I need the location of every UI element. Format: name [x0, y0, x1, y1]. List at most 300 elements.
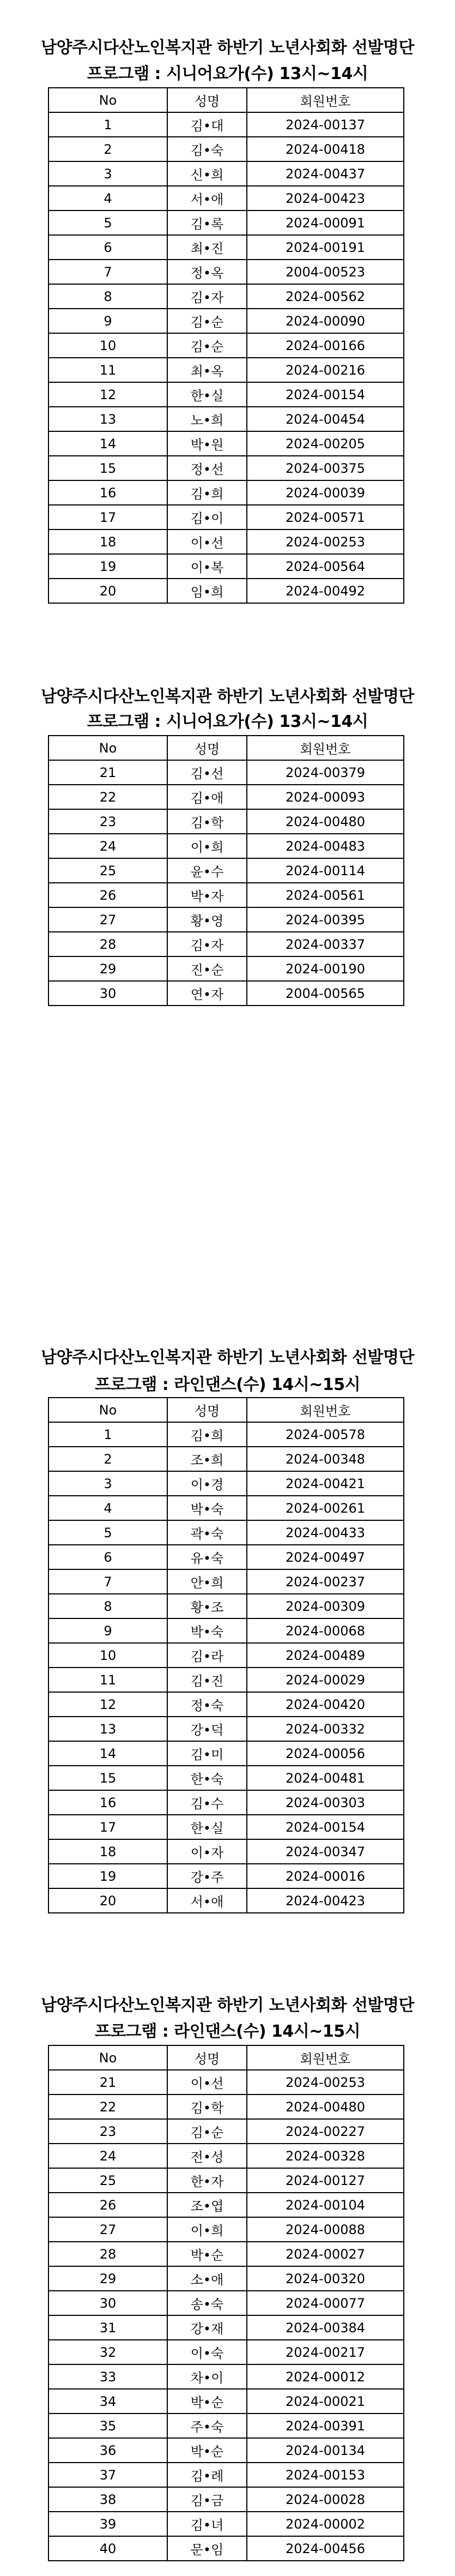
- header-name: 성명: [167, 736, 247, 760]
- table-row: [48, 2414, 404, 2438]
- member-id: 2024-00114: [247, 858, 404, 883]
- header-no: No: [48, 2045, 167, 2070]
- member-id: 2024-00454: [247, 407, 404, 431]
- member-id: 2024-00217: [247, 2340, 404, 2364]
- member-name: 정•선: [167, 456, 247, 480]
- row-number: 40: [48, 2536, 167, 2561]
- row-number: 6: [48, 1545, 167, 1569]
- row-number: 18: [48, 529, 167, 554]
- member-id: 2024-00384: [247, 2315, 404, 2340]
- row-number: 1: [48, 1422, 167, 1447]
- row-number: 12: [48, 1692, 167, 1717]
- row-number: 13: [48, 1717, 167, 1741]
- table-row: [48, 2364, 404, 2389]
- table-row: [48, 1888, 404, 1913]
- header-name: 성명: [167, 2045, 247, 2070]
- member-name: 이•희: [167, 834, 247, 858]
- member-name: 이•희: [167, 2217, 247, 2242]
- row-number: 4: [48, 186, 167, 210]
- table-row: [48, 1471, 404, 1496]
- row-number: 21: [48, 760, 167, 785]
- header-member-id: 회원번호: [247, 736, 404, 760]
- table-row: [48, 1618, 404, 1643]
- row-number: 12: [48, 382, 167, 407]
- table-row: [48, 186, 404, 210]
- member-id: 2024-00347: [247, 1839, 404, 1864]
- member-id: 2024-00077: [247, 2291, 404, 2315]
- member-name: 주•숙: [167, 2414, 247, 2438]
- member-name: 진•순: [167, 956, 247, 981]
- member-name: 김•례: [167, 2463, 247, 2487]
- table-row: [48, 2094, 404, 2119]
- section-title: 남양주시다산노인복지관 하반기 노년사회화 선발명단: [41, 687, 414, 706]
- member-name: 황•조: [167, 1594, 247, 1618]
- member-id: 2004-00523: [247, 260, 404, 284]
- row-number: 25: [48, 2168, 167, 2193]
- table-row: [48, 1422, 404, 1447]
- member-name: 한•자: [167, 2168, 247, 2193]
- member-name: 김•희: [167, 480, 247, 505]
- member-id: 2024-00561: [247, 883, 404, 907]
- row-number: 27: [48, 2217, 167, 2242]
- member-name: 김•금: [167, 2487, 247, 2512]
- member-name: 한•실: [167, 1815, 247, 1839]
- member-name: 송•숙: [167, 2291, 247, 2315]
- table-header-row: [48, 2045, 404, 2070]
- table-row: [48, 1839, 404, 1864]
- member-id: 2024-00483: [247, 834, 404, 858]
- table-row: [48, 2512, 404, 2536]
- row-number: 6: [48, 235, 167, 260]
- member-name: 한•실: [167, 382, 247, 407]
- member-name: 박•숙: [167, 1618, 247, 1643]
- member-name: 김•수: [167, 1790, 247, 1815]
- member-id: 2024-00093: [247, 785, 404, 809]
- member-id: 2024-00056: [247, 1741, 404, 1766]
- member-id: 2024-00068: [247, 1618, 404, 1643]
- member-id: 2024-00039: [247, 480, 404, 505]
- member-id: 2024-00480: [247, 809, 404, 834]
- table-row: [48, 358, 404, 382]
- table-row: [48, 161, 404, 186]
- row-number: 35: [48, 2414, 167, 2438]
- member-name: 김•미: [167, 1741, 247, 1766]
- row-number: 7: [48, 260, 167, 284]
- member-id: 2024-00578: [247, 1422, 404, 1447]
- table-header-row: [48, 736, 404, 760]
- row-number: 30: [48, 981, 167, 1006]
- member-id: 2024-00227: [247, 2119, 404, 2144]
- table-row: [48, 2463, 404, 2487]
- member-id: 2024-00153: [247, 2463, 404, 2487]
- row-number: 5: [48, 210, 167, 235]
- table-row: [48, 2217, 404, 2242]
- member-id: 2024-00337: [247, 932, 404, 956]
- member-name: 이•자: [167, 1839, 247, 1864]
- row-number: 5: [48, 1520, 167, 1545]
- member-id: 2024-00481: [247, 1766, 404, 1790]
- member-id: 2024-00028: [247, 2487, 404, 2512]
- member-id: 2024-00571: [247, 505, 404, 529]
- member-id: 2024-00375: [247, 456, 404, 480]
- table-row: [48, 1594, 404, 1618]
- table-row: [48, 554, 404, 579]
- row-number: 16: [48, 1790, 167, 1815]
- row-number: 27: [48, 907, 167, 932]
- row-number: 15: [48, 1766, 167, 1790]
- table-row: [48, 1717, 404, 1741]
- member-name: 연•자: [167, 981, 247, 1006]
- header-no: No: [48, 88, 167, 112]
- table-row: [48, 2119, 404, 2144]
- row-number: 30: [48, 2291, 167, 2315]
- table-row: [48, 210, 404, 235]
- member-id: 2024-00391: [247, 2414, 404, 2438]
- row-number: 2: [48, 1447, 167, 1471]
- table-row: [48, 1569, 404, 1594]
- table-row: [48, 1766, 404, 1790]
- program-label: 프로그램 : 라인댄스(수) 14시~15시: [94, 2022, 361, 2041]
- roster-table: [48, 87, 404, 604]
- table-row: [48, 1545, 404, 1569]
- member-id: 2024-00154: [247, 1815, 404, 1839]
- member-name: 이•숙: [167, 2340, 247, 2364]
- row-number: 8: [48, 1594, 167, 1618]
- row-number: 34: [48, 2389, 167, 2414]
- row-number: 19: [48, 554, 167, 579]
- table-row: [48, 956, 404, 981]
- row-number: 21: [48, 2070, 167, 2094]
- member-name: 김•희: [167, 1422, 247, 1447]
- member-name: 서•애: [167, 1888, 247, 1913]
- row-number: 25: [48, 858, 167, 883]
- member-id: 2024-00303: [247, 1790, 404, 1815]
- member-name: 박•순: [167, 2438, 247, 2463]
- member-id: 2024-00205: [247, 431, 404, 456]
- member-name: 박•원: [167, 431, 247, 456]
- row-number: 20: [48, 1888, 167, 1913]
- row-number: 10: [48, 1643, 167, 1668]
- program-label: 프로그램 : 라인댄스(수) 14시~15시: [94, 1375, 361, 1394]
- member-name: 정•숙: [167, 1692, 247, 1717]
- member-name: 이•선: [167, 2070, 247, 2094]
- member-id: 2024-00253: [247, 529, 404, 554]
- row-number: 20: [48, 579, 167, 603]
- table-row: [48, 1668, 404, 1692]
- member-id: 2024-00379: [247, 760, 404, 785]
- table-row: [48, 260, 404, 284]
- row-number: 10: [48, 333, 167, 358]
- row-number: 29: [48, 956, 167, 981]
- table-row: [48, 1790, 404, 1815]
- row-number: 9: [48, 1618, 167, 1643]
- row-number: 26: [48, 2193, 167, 2217]
- header-name: 성명: [167, 1398, 247, 1422]
- member-id: 2024-00492: [247, 579, 404, 603]
- section-title: 남양주시다산노인복지관 하반기 노년사회화 선발명단: [41, 1996, 414, 2015]
- member-name: 강•재: [167, 2315, 247, 2340]
- member-name: 소•애: [167, 2266, 247, 2291]
- member-name: 신•희: [167, 161, 247, 186]
- row-number: 11: [48, 358, 167, 382]
- table-row: [48, 2389, 404, 2414]
- header-name: 성명: [167, 88, 247, 112]
- row-number: 38: [48, 2487, 167, 2512]
- table-row: [48, 2070, 404, 2094]
- table-row: [48, 981, 404, 1006]
- member-name: 박•순: [167, 2389, 247, 2414]
- member-name: 박•자: [167, 883, 247, 907]
- roster-table: [48, 1397, 404, 1913]
- table-row: [48, 505, 404, 529]
- member-id: 2024-00332: [247, 1717, 404, 1741]
- member-id: 2024-00423: [247, 186, 404, 210]
- member-id: 2024-00166: [247, 333, 404, 358]
- table-row: [48, 529, 404, 554]
- member-id: 2024-00395: [247, 907, 404, 932]
- member-name: 강•덕: [167, 1717, 247, 1741]
- header-member-id: 회원번호: [247, 2045, 404, 2070]
- member-name: 김•순: [167, 2119, 247, 2144]
- row-number: 1: [48, 112, 167, 137]
- row-number: 4: [48, 1496, 167, 1520]
- table-row: [48, 407, 404, 431]
- member-name: 김•자: [167, 932, 247, 956]
- table-row: [48, 309, 404, 333]
- row-number: 15: [48, 456, 167, 480]
- member-id: 2024-00261: [247, 1496, 404, 1520]
- table-row: [48, 1643, 404, 1668]
- table-row: [48, 2340, 404, 2364]
- member-name: 안•희: [167, 1569, 247, 1594]
- member-id: 2024-00137: [247, 112, 404, 137]
- member-id: 2024-00091: [247, 210, 404, 235]
- header-no: No: [48, 1398, 167, 1422]
- table-header-row: [48, 88, 404, 112]
- table-row: [48, 809, 404, 834]
- member-id: 2024-00021: [247, 2389, 404, 2414]
- member-name: 김•라: [167, 1643, 247, 1668]
- row-number: 28: [48, 2242, 167, 2266]
- member-id: 2024-00016: [247, 1864, 404, 1888]
- member-id: 2024-00027: [247, 2242, 404, 2266]
- table-row: [48, 883, 404, 907]
- table-row: [48, 1447, 404, 1471]
- member-id: 2024-00564: [247, 554, 404, 579]
- row-number: 33: [48, 2364, 167, 2389]
- member-name: 김•진: [167, 1668, 247, 1692]
- table-row: [48, 112, 404, 137]
- member-id: 2024-00480: [247, 2094, 404, 2119]
- table-row: [48, 2168, 404, 2193]
- table-row: [48, 932, 404, 956]
- member-name: 김•록: [167, 210, 247, 235]
- roster-table: [48, 735, 404, 1006]
- row-number: 36: [48, 2438, 167, 2463]
- header-no: No: [48, 736, 167, 760]
- table-row: [48, 579, 404, 603]
- row-number: 22: [48, 2094, 167, 2119]
- section-title: 남양주시다산노인복지관 하반기 노년사회화 선발명단: [41, 38, 414, 57]
- row-number: 24: [48, 834, 167, 858]
- row-number: 22: [48, 785, 167, 809]
- table-row: [48, 2487, 404, 2512]
- member-name: 서•애: [167, 186, 247, 210]
- row-number: 17: [48, 1815, 167, 1839]
- member-name: 유•숙: [167, 1545, 247, 1569]
- member-name: 김•학: [167, 2094, 247, 2119]
- member-name: 김•순: [167, 309, 247, 333]
- member-id: 2024-00562: [247, 284, 404, 309]
- table-row: [48, 2291, 404, 2315]
- member-name: 곽•숙: [167, 1520, 247, 1545]
- row-number: 3: [48, 1471, 167, 1496]
- member-name: 박•순: [167, 2242, 247, 2266]
- member-id: 2024-00497: [247, 1545, 404, 1569]
- member-name: 이•복: [167, 554, 247, 579]
- row-number: 37: [48, 2463, 167, 2487]
- table-row: [48, 1520, 404, 1545]
- member-id: 2024-00237: [247, 1569, 404, 1594]
- member-id: 2024-00433: [247, 1520, 404, 1545]
- header-member-id: 회원번호: [247, 1398, 404, 1422]
- table-row: [48, 1496, 404, 1520]
- member-name: 임•희: [167, 579, 247, 603]
- member-id: 2024-00090: [247, 309, 404, 333]
- member-name: 문•임: [167, 2536, 247, 2561]
- table-row: [48, 834, 404, 858]
- row-number: 17: [48, 505, 167, 529]
- member-id: 2024-00154: [247, 382, 404, 407]
- section-title: 남양주시다산노인복지관 하반기 노년사회화 선발명단: [41, 1348, 414, 1367]
- table-row: [48, 456, 404, 480]
- row-number: 32: [48, 2340, 167, 2364]
- member-name: 박•숙: [167, 1496, 247, 1520]
- member-id: 2024-00088: [247, 2217, 404, 2242]
- member-id: 2024-00104: [247, 2193, 404, 2217]
- table-row: [48, 137, 404, 161]
- member-name: 김•대: [167, 112, 247, 137]
- member-id: 2024-00420: [247, 1692, 404, 1717]
- header-member-id: 회원번호: [247, 88, 404, 112]
- member-id: 2024-00418: [247, 137, 404, 161]
- row-number: 2: [48, 137, 167, 161]
- member-id: 2024-00489: [247, 1643, 404, 1668]
- table-row: [48, 907, 404, 932]
- table-row: [48, 1741, 404, 1766]
- row-number: 11: [48, 1668, 167, 1692]
- row-number: 29: [48, 2266, 167, 2291]
- table-row: [48, 1864, 404, 1888]
- row-number: 8: [48, 284, 167, 309]
- member-name: 조•희: [167, 1447, 247, 1471]
- member-name: 강•주: [167, 1864, 247, 1888]
- row-number: 39: [48, 2512, 167, 2536]
- member-name: 최•옥: [167, 358, 247, 382]
- row-number: 9: [48, 309, 167, 333]
- row-number: 13: [48, 407, 167, 431]
- member-id: 2024-00309: [247, 1594, 404, 1618]
- member-id: 2024-00190: [247, 956, 404, 981]
- member-id: 2024-00191: [247, 235, 404, 260]
- row-number: 7: [48, 1569, 167, 1594]
- member-name: 이•경: [167, 1471, 247, 1496]
- member-id: 2024-00253: [247, 2070, 404, 2094]
- member-id: 2024-00134: [247, 2438, 404, 2463]
- program-label: 프로그램 : 시니어요가(수) 13시~14시: [87, 64, 368, 83]
- row-number: 23: [48, 2119, 167, 2144]
- member-name: 김•선: [167, 760, 247, 785]
- row-number: 31: [48, 2315, 167, 2340]
- member-name: 차•이: [167, 2364, 247, 2389]
- member-name: 윤•수: [167, 858, 247, 883]
- table-row: [48, 1692, 404, 1717]
- row-number: 14: [48, 1741, 167, 1766]
- row-number: 23: [48, 809, 167, 834]
- row-number: 14: [48, 431, 167, 456]
- member-id: 2024-00127: [247, 2168, 404, 2193]
- member-id: 2024-00029: [247, 1668, 404, 1692]
- roster-table: [48, 2045, 404, 2561]
- table-row: [48, 858, 404, 883]
- member-id: 2024-00320: [247, 2266, 404, 2291]
- row-number: 28: [48, 932, 167, 956]
- member-id: 2024-00421: [247, 1471, 404, 1496]
- table-row: [48, 2438, 404, 2463]
- table-row: [48, 785, 404, 809]
- table-row: [48, 235, 404, 260]
- row-number: 19: [48, 1864, 167, 1888]
- program-label: 프로그램 : 시니어요가(수) 13시~14시: [87, 712, 368, 731]
- member-name: 김•녀: [167, 2512, 247, 2536]
- table-row: [48, 2266, 404, 2291]
- member-name: 노•희: [167, 407, 247, 431]
- member-name: 김•순: [167, 333, 247, 358]
- member-id: 2024-00456: [247, 2536, 404, 2561]
- table-header-row: [48, 1398, 404, 1422]
- member-id: 2024-00012: [247, 2364, 404, 2389]
- table-row: [48, 284, 404, 309]
- member-id: 2024-00437: [247, 161, 404, 186]
- member-name: 김•애: [167, 785, 247, 809]
- member-name: 김•학: [167, 809, 247, 834]
- row-number: 24: [48, 2144, 167, 2168]
- member-id: 2024-00423: [247, 1888, 404, 1913]
- member-name: 전•성: [167, 2144, 247, 2168]
- table-row: [48, 333, 404, 358]
- member-id: 2024-00348: [247, 1447, 404, 1471]
- table-row: [48, 480, 404, 505]
- row-number: 26: [48, 883, 167, 907]
- member-name: 황•영: [167, 907, 247, 932]
- row-number: 16: [48, 480, 167, 505]
- member-name: 조•엽: [167, 2193, 247, 2217]
- member-name: 최•진: [167, 235, 247, 260]
- row-number: 18: [48, 1839, 167, 1864]
- table-row: [48, 2536, 404, 2561]
- table-row: [48, 431, 404, 456]
- member-id: 2024-00216: [247, 358, 404, 382]
- row-number: 3: [48, 161, 167, 186]
- table-row: [48, 2144, 404, 2168]
- member-name: 한•숙: [167, 1766, 247, 1790]
- table-row: [48, 760, 404, 785]
- member-id: 2004-00565: [247, 981, 404, 1006]
- member-id: 2024-00328: [247, 2144, 404, 2168]
- member-name: 정•옥: [167, 260, 247, 284]
- member-name: 김•숙: [167, 137, 247, 161]
- member-name: 이•선: [167, 529, 247, 554]
